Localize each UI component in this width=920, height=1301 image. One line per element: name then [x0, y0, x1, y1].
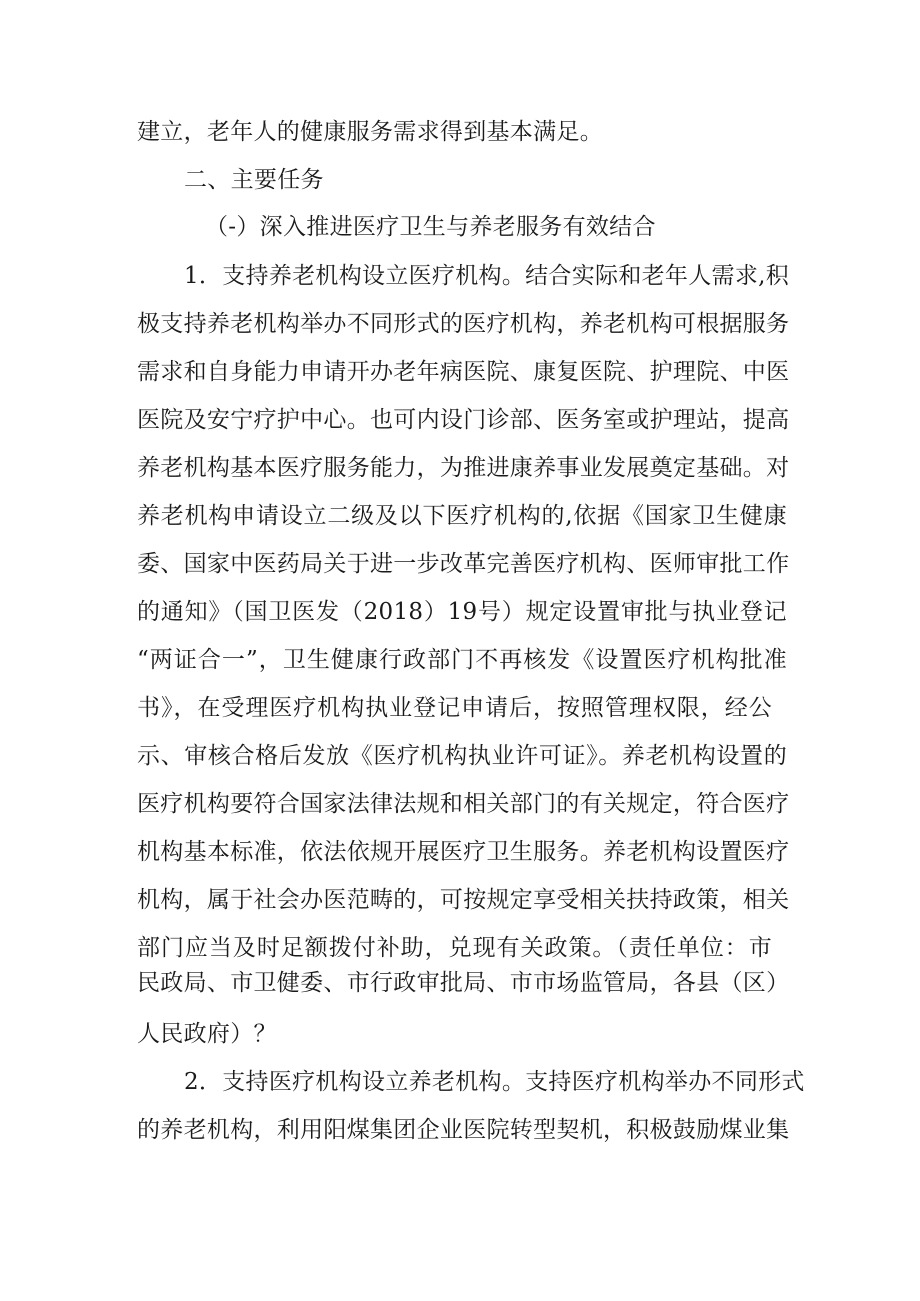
paragraph-line: 1．支持养老机构设立医疗机构。结合实际和老年人需求,积 [184, 263, 790, 289]
paragraph-line: 医疗机构要符合国家法律法规和相关部门的有关规定，符合医疗 [137, 791, 790, 817]
paragraph-line: 养老机构基本医疗服务能力，为推进康养事业发展奠定基础。对 [137, 455, 790, 481]
paragraph-line: 机构基本标准，依法依规开展医疗卫生服务。养老机构设置医疗 [137, 839, 790, 865]
paragraph-line: 书》，在受理医疗机构执业登记申请后，按照管理权限，经公 [137, 695, 772, 721]
paragraph-line: 委、国家中医药局关于进一步改革完善医疗机构、医师审批工作 [137, 551, 790, 577]
paragraph-line: 示、审核合格后发放《医疗机构执业许可证》。养老机构设置的 [137, 743, 787, 769]
paragraph-line: 建立，老年人的健康服务需求得到基本满足。 [137, 119, 603, 145]
paragraph-line: 人民政府）？ [137, 1021, 277, 1047]
paragraph-line: 医院及安宁疗护中心。也可内设门诊部、医务室或护理站，提高 [137, 407, 790, 433]
section-heading: 二、主要任务 [184, 167, 324, 193]
paragraph-line: “两证合一”，卫生健康行政部门不再核发《设置医疗机构批准 [137, 647, 787, 673]
subsection-heading: （-）深入推进医疗卫生与养老服务有效结合 [205, 214, 656, 240]
paragraph-line: 机构，属于社会办医范畴的，可按规定享受相关扶持政策，相关 [137, 887, 790, 913]
paragraph-line: 养老机构申请设立二级及以下医疗机构的,依据《国家卫生健康 [137, 503, 787, 529]
paragraph-line: 的通知》（国卫医发（2018）19号）规定设置审批与执业登记 [137, 599, 787, 625]
paragraph-line: 的养老机构，利用阳煤集团企业医院转型契机，积极鼓励煤业集 [137, 1117, 790, 1143]
paragraph-line: 民政局、市卫健委、市行政审批局、市市场监管局，各县（区） [137, 970, 790, 996]
paragraph-line: 需求和自身能力申请开办老年病医院、康复医院、护理院、中医 [137, 359, 790, 385]
paragraph-line: 2．支持医疗机构设立养老机构。支持医疗机构举办不同形式 [184, 1069, 805, 1095]
paragraph-line: 极支持养老机构举办不同形式的医疗机构，养老机构可根据服务 [137, 311, 790, 337]
paragraph-line: 部门应当及时足额拨付补助，兑现有关政策。（责任单位：市 [137, 935, 772, 961]
